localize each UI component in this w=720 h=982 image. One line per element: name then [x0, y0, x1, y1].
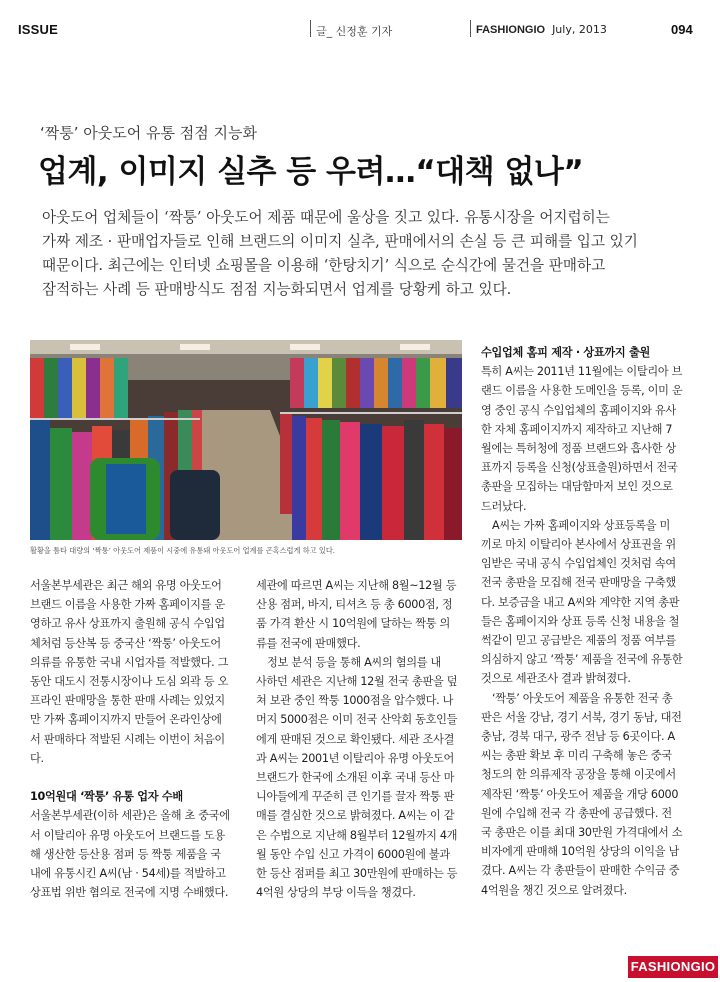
body-line: 제작된 ‘짝퉁’ 아웃도어 제품을 개당 6000	[481, 787, 679, 801]
body-line: 서울본부세관은 최근 해외 유명 아웃도어	[30, 579, 222, 592]
body-line: 류를 전국에 판매했다.	[256, 636, 361, 650]
body-line: 동안 대도시 전통시장이나 도심 외곽 등 오	[30, 675, 229, 689]
body-line: 월 동안 수입 신고 가격이 6000원에 불과	[256, 847, 450, 861]
body-line: 산용 점퍼, 바지, 티셔츠 등 총 6000점, 정	[256, 598, 453, 612]
body-line: 브랜드 이름을 사용한 가짜 홈페이지를 운	[30, 598, 225, 612]
header-divider	[310, 20, 311, 37]
lead-line: 가짜 제조 · 판매업자들로 인해 브랜드의 이미지 실추, 판매에서의 손실 등 큰 피해를 입고 있기	[42, 233, 638, 250]
body-line: 다. 보증금을 내고 A씨와 계약한 지역 총판	[481, 595, 680, 609]
body-line: 씨는 총판 확보 후 미리 구축해 놓은 중국	[481, 749, 672, 763]
body-line: 총판을 모집하는 대담함마저 보인 것으로	[481, 480, 673, 494]
article-photo	[30, 340, 462, 540]
article-kicker: ‘짝퉁’ 아웃도어 유통 점점 지능화	[40, 124, 257, 142]
body-line: 의심하지 않고 ‘짝퉁’ 제품을 전국에 유통한	[481, 653, 683, 667]
body-line: 것으로 세관조사 결과 밝혀졌다.	[481, 672, 631, 686]
body-line: 임받은 국내 공식 수입업체인 것처럼 속여	[481, 557, 676, 571]
body-line: 품 가격 환산 시 10억원에 달하는 짝퉁 의	[256, 617, 451, 631]
header-divider	[470, 20, 471, 37]
body-line: 표까지 등록을 신청(상표출원)하면서 전국	[481, 461, 678, 475]
body-line: 국 총판은 이를 최대 30만원 가격대에서 소	[481, 826, 683, 840]
byline: 글_ 신정훈 기자	[316, 25, 393, 38]
body-line: 썩같이 믿고 공급받은 제품의 정품 여부를	[481, 634, 676, 648]
page-number: 094	[671, 22, 693, 37]
body-line: 전국 총판을 모집해 전국 판매망을 구축했	[481, 576, 676, 590]
body-line: ‘짝퉁’ 아웃도어 제품을 유통한 전국 총	[492, 691, 673, 705]
body-line: 월에는 특허청에 정품 브랜드와 흡사한 상	[481, 442, 676, 456]
body-line: 사하던 세관은 지난해 12월 전국 총판을 덮	[256, 675, 458, 689]
body-line: 영하고 유사 상표까지 출원해 공식 수입업	[30, 617, 225, 631]
body-line: 체처럼 등산복 등 중국산 ‘짝퉁’ 아웃도어	[30, 636, 221, 650]
publication-info	[476, 23, 607, 36]
publication-name: FASHIONGIO	[476, 24, 546, 36]
body-line: 원에 수입해 전국 각 총판에 공급했다. 전	[481, 806, 672, 820]
body-line: 들은 홈페이지와 상표 등록 신청 내용을 철	[481, 614, 680, 628]
body-line: 내에 유통시킨 A씨(남 · 54세)를 적발하고	[30, 867, 226, 881]
subheading: 10억원대 ‘짝퉁’ 유통 업자 수배	[30, 790, 183, 804]
body-line: 과 A씨는 2001년 이탈리아 유명 아웃도어	[256, 751, 455, 765]
body-line: 머지 5000점은 이미 전국 산악회 동호인들	[256, 713, 458, 727]
body-line: 한 자체 홈페이지까지 제작하고 지난해 7	[481, 422, 673, 436]
body-line: 의류를 유통한 국내 시업자를 적발했다. 그	[30, 655, 229, 669]
body-line: 랜드 이름을 사용한 도메인을 등록, 이미 운	[481, 384, 683, 398]
lead-line: 아웃도어 업체들이 ‘짝퉁’ 아웃도어 제품 때문에 울상을 짓고 있다. 유통시장을 어지럽히는	[42, 209, 610, 226]
body-line: 4억원을 챙긴 것으로 알려졌다.	[481, 883, 627, 897]
body-line: 드러났다.	[481, 499, 527, 513]
body-line: 판은 서울 강남, 경기 서북, 경기 동남, 대전	[481, 710, 682, 724]
issue-date: July, 2013	[552, 23, 607, 36]
lead-line: 때문이다. 최근에는 인터넷 쇼핑몰을 이용해 ‘한탕치기’ 식으로 순식간에 물건을 판매하고	[42, 257, 606, 274]
body-line: 4억원 상당의 부당 이득을 챙겼다.	[256, 886, 416, 900]
photo-caption: 활황을 틈타 대량의 ‘짝퉁’ 아웃도어 제품이 시중에 유통돼 아웃도어 업계를 곤혹스럽게 하고 있다.	[30, 546, 336, 555]
body-line: 서 판매하다 적발된 시례는 이번이 처음이	[30, 732, 225, 746]
body-line: 충남, 경북 대구, 광주 전남 등 6곳이다. A	[481, 730, 675, 744]
body-line: 해 생산한 등산용 점퍼 등 짝퉁 제품을 국	[30, 847, 221, 861]
body-line: 서 이탈리아 유명 아웃도어 브랜드를 도용	[30, 828, 225, 842]
article-lead	[42, 206, 682, 302]
body-line: 한 등산 점퍼를 최고 30만원에 판매하는 등	[256, 867, 458, 881]
body-line: 만 가짜 홈페이지까지 만들어 온라인상에	[30, 713, 222, 727]
body-line: 특히 A씨는 2011년 11월에는 이탈리아 브	[481, 365, 683, 379]
body-line: 영 중인 공식 수입업체의 홈페이지와 유사	[481, 403, 676, 417]
body-line: 프라인 판매망을 통한 판매 사례는 있었지	[30, 694, 225, 708]
body-line: A씨는 가짜 홈페이지와 상표등록을 미	[492, 518, 670, 532]
column-1	[30, 576, 240, 902]
column-2	[256, 576, 464, 902]
body-line: 쳐 보관 중인 짝퉁 1000점을 압수했다. 나	[256, 694, 454, 708]
body-line: 은 수법으로 지난해 8월부터 12월까지 4개	[256, 828, 458, 842]
body-line: 브랜드가 한국에 소개된 이후 국내 등산 마	[256, 771, 455, 785]
body-line: 청도의 한 의류제작 공장을 통해 이곳에서	[481, 768, 676, 782]
body-line: 끼로 마치 이탈리아 본사에서 상표권을 위	[481, 538, 676, 552]
body-line	[30, 768, 240, 787]
body-line: 서울본부세관(이하 세관)은 올해 초 중국에	[30, 809, 230, 823]
body-line: 겼다. A씨는 각 총판들이 판매한 수익금 중	[481, 864, 680, 878]
body-line: 다.	[30, 751, 44, 765]
body-line: 상표법 위반 혐의로 전국에 지명 수배했다.	[30, 886, 229, 900]
body-line: 에게 판매된 것으로 확인됐다. 세관 조사결	[256, 732, 455, 746]
subheading: 수입업체 홈피 제작 · 상표까지 출원	[481, 346, 651, 359]
article-headline: 업계, 이미지 실추 등 우려…“대책 없나”	[38, 154, 584, 190]
body-line: 매를 결심한 것으로 밝혀졌다. A씨는 이 같	[256, 809, 455, 823]
body-line: 비자에게 판매해 10억원 상당의 이익을 남	[481, 845, 680, 859]
lead-line: 잠적하는 사례 등 판매방식도 점점 지능화되면서 업계를 당황케 하고 있다.	[42, 281, 512, 298]
body-line: 정보 분석 등을 통해 A씨의 혐의를 내	[267, 655, 441, 669]
section-label: ISSUE	[18, 22, 59, 37]
publication-logo: FASHIONGIO	[628, 956, 718, 978]
body-line: 세관에 따르면 A씨는 지난해 8월~12월 등	[256, 579, 457, 592]
body-line: 니아들에게 꾸준히 큰 인기를 끌자 짝퉁 판	[256, 790, 455, 804]
column-3	[481, 343, 691, 900]
